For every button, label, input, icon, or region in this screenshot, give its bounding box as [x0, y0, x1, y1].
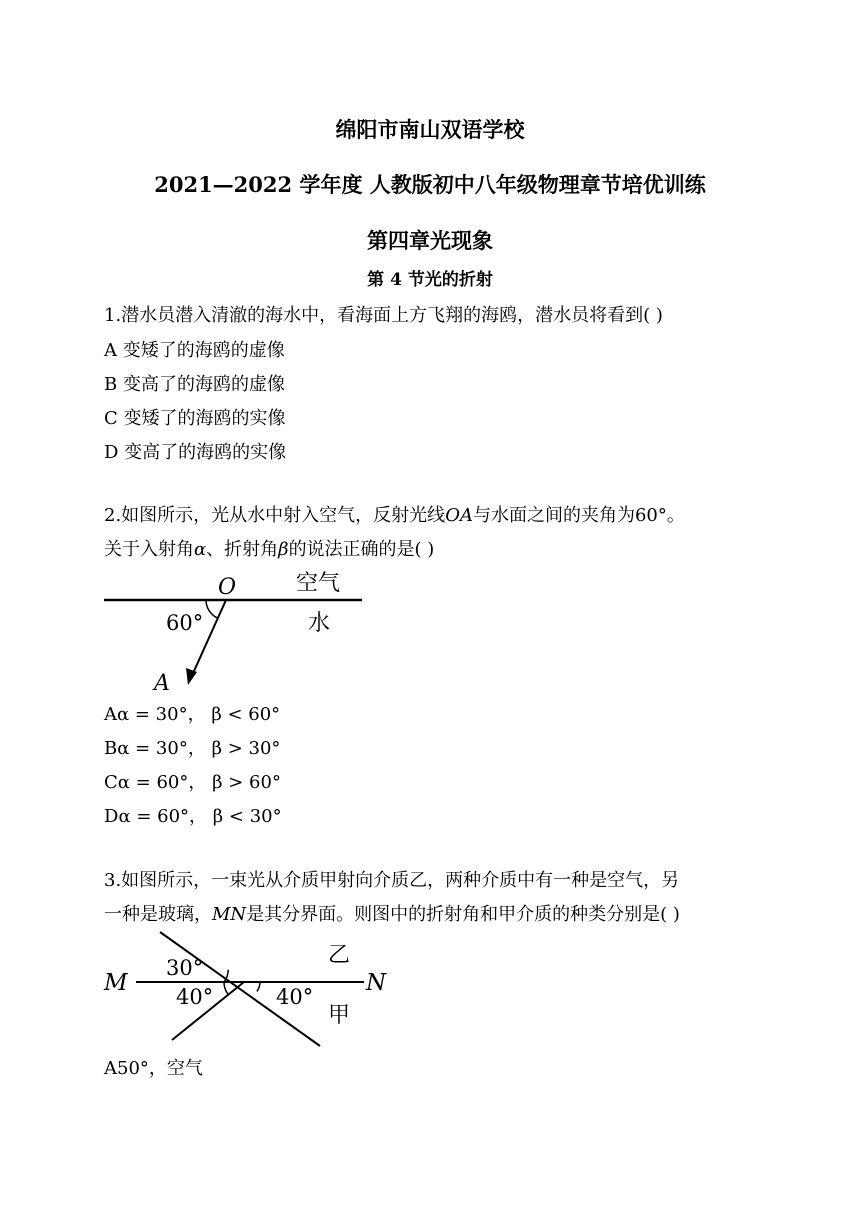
q2-alpha-symbol: α: [194, 539, 207, 560]
q2-stem-text-a: 2.如图所示，光从水中射入空气，反射光线: [104, 505, 446, 526]
label-water: 水: [308, 611, 331, 636]
q3-refraction-figure: [100, 926, 395, 1052]
q1-option-a: A 变矮了的海鸥的虚像: [104, 340, 285, 361]
q1-option-b: B 变高了的海鸥的虚像: [104, 374, 285, 395]
q1-option-d: D 变高了的海鸥的实像: [104, 442, 287, 463]
chapter-title: 第四章光现象: [367, 228, 493, 253]
label-jia: 甲: [328, 1003, 351, 1028]
ray-arrowhead: [186, 668, 197, 685]
angle-arc-60: [206, 600, 218, 618]
angle-arc-40-right: [257, 982, 260, 991]
label-angle-60: 60°: [166, 611, 204, 635]
course-title: 2021—2022 学年度 人教版初中八年级物理章节培优训练: [154, 172, 706, 197]
q3-stem-line2: [104, 900, 680, 926]
q1-option-c: C 变矮了的海鸥的实像: [104, 408, 286, 429]
q2-stem-text-c: 关于入射角: [104, 539, 194, 560]
q3-stem-text-b: 是其分界面。则图中的折射角和甲介质的种类分别是( ): [246, 904, 680, 925]
q2-refraction-figure: [100, 568, 370, 696]
q2-stem-text-d: 、折射角: [206, 539, 279, 560]
q3-option-a: A50°，空气: [104, 1058, 203, 1079]
q2-option-a: Aα = 30°， β < 60°: [104, 704, 281, 725]
q2-beta-symbol: β: [278, 539, 289, 560]
q2-option-b: Bα = 30°， β > 30°: [104, 738, 281, 759]
school-title: 绵阳市南山双语学校: [335, 117, 525, 142]
q2-stem-text-b: 与水面之间的夹角为60°。: [472, 505, 685, 526]
label-angle-40-left: 40°: [176, 985, 214, 1009]
label-n: N: [366, 970, 387, 996]
label-o: O: [218, 575, 237, 600]
q2-option-d: Dα = 60°， β < 30°: [104, 806, 282, 827]
label-yi: 乙: [328, 943, 351, 968]
q2-stem-line1: [104, 501, 685, 527]
q1-stem: 1.潜水员潜入清澈的海水中，看海面上方飞翔的海鸥，潜水员将看到( ): [104, 305, 663, 326]
q3-stem-line1: 3.如图所示，一束光从介质甲射向介质乙，两种介质中有一种是空气，另: [104, 870, 680, 891]
q3-stem-mn: MN: [212, 904, 247, 925]
q2-stem-line2: [104, 535, 434, 561]
label-air: 空气: [296, 571, 341, 596]
label-angle-30: 30°: [166, 956, 204, 980]
label-angle-40-right: 40°: [276, 985, 314, 1009]
section-title: 第 4 节光的折射: [367, 270, 493, 290]
q2-option-c: Cα = 60°， β > 60°: [104, 772, 281, 793]
q2-stem-oa: OA: [445, 505, 473, 526]
angle-arc-40-left: [224, 982, 228, 995]
q3-stem-text-a: 一种是玻璃，: [104, 904, 212, 925]
q2-stem-text-e: 的说法正确的是( ): [288, 539, 435, 560]
label-m: M: [104, 970, 128, 996]
label-a: A: [154, 671, 170, 696]
